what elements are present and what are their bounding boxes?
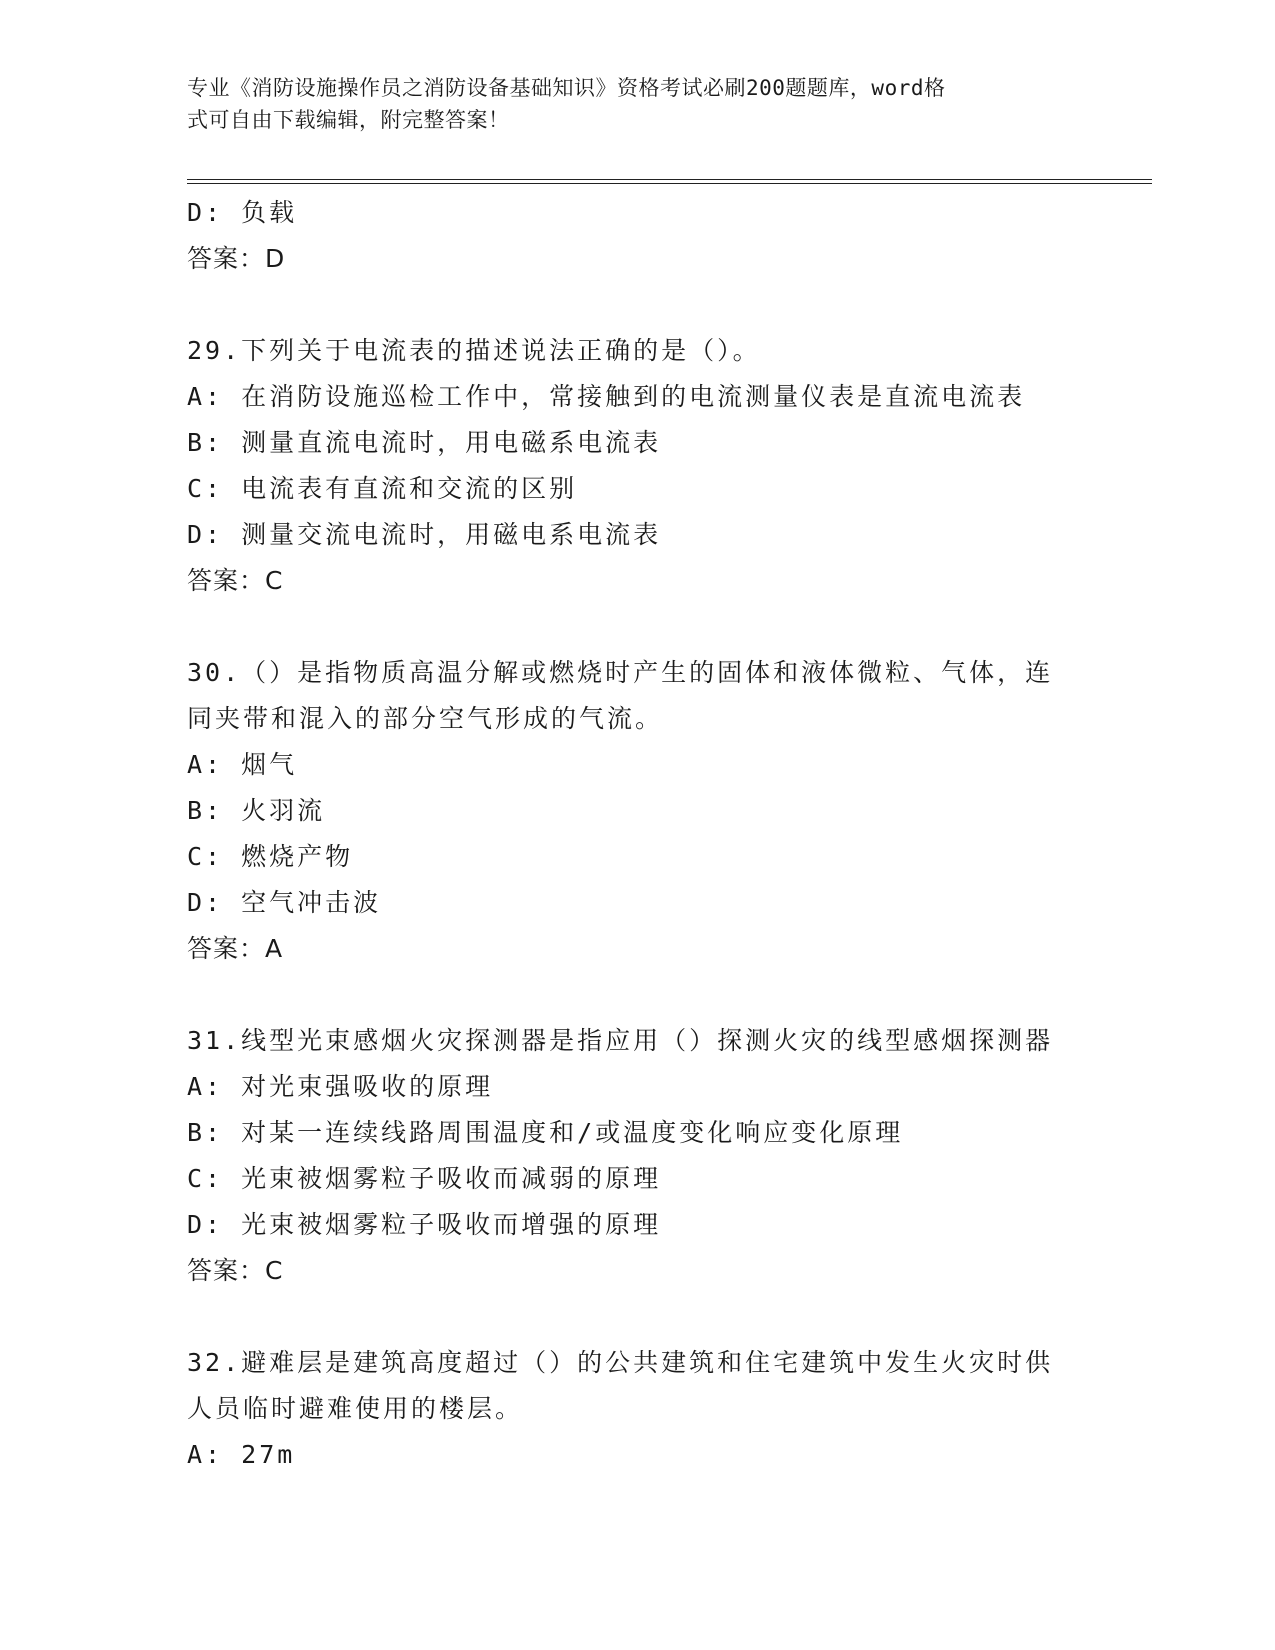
option-c: C: 电流表有直流和交流的区别	[187, 474, 578, 503]
question-stem-line-1: 30.（）是指物质高温分解或燃烧时产生的固体和液体微粒、气体，连	[187, 658, 1054, 687]
question-28-tail	[187, 190, 1087, 282]
question-31	[187, 1018, 1087, 1294]
option-b: B: 测量直流电流时，用电磁系电流表	[187, 428, 662, 457]
option-d: D: 负载	[187, 198, 298, 227]
option-d: D: 测量交流电流时，用磁电系电流表	[187, 520, 662, 549]
option-a: A: 对光束强吸收的原理	[187, 1072, 494, 1101]
answer-line: 答案：C	[187, 566, 284, 595]
question-list	[187, 190, 1087, 1478]
header-line-2: 式可自由下载编辑，附完整答案！	[187, 108, 510, 132]
question-stem-line-2: 同夹带和混入的部分空气形成的气流。	[187, 704, 664, 733]
option-d: D: 空气冲击波	[187, 888, 382, 917]
question-stem-line-1: 32.避难层是建筑高度超过（）的公共建筑和住宅建筑中发生火灾时供	[187, 1348, 1054, 1377]
question-30	[187, 650, 1087, 972]
question-32	[187, 1340, 1087, 1478]
question-29	[187, 328, 1087, 604]
option-b: B: 火羽流	[187, 796, 326, 825]
header-divider-top	[187, 179, 1152, 180]
question-stem: 31.线型光束感烟火灾探测器是指应用（）探测火灾的线型感烟探测器	[187, 1026, 1054, 1055]
option-a: A: 27m	[187, 1440, 296, 1469]
option-d: D: 光束被烟雾粒子吸收而增强的原理	[187, 1210, 662, 1239]
question-stem: 29.下列关于电流表的描述说法正确的是（）。	[187, 336, 761, 365]
header-divider-bottom	[187, 183, 1152, 184]
question-stem-line-2: 人员临时避难使用的楼层。	[187, 1394, 524, 1423]
option-c: C: 光束被烟雾粒子吸收而减弱的原理	[187, 1164, 662, 1193]
document-header	[187, 72, 1067, 136]
option-a: A: 烟气	[187, 750, 298, 779]
header-line-1: 专业《消防设施操作员之消防设备基础知识》资格考试必刷200题题库，word格	[187, 76, 946, 100]
answer-line: 答案：D	[187, 244, 286, 273]
option-a: A: 在消防设施巡检工作中，常接触到的电流测量仪表是直流电流表	[187, 382, 1026, 411]
option-c: C: 燃烧产物	[187, 842, 354, 871]
option-b: B: 对某一连续线路周围温度和/或温度变化响应变化原理	[187, 1118, 904, 1147]
answer-line: 答案：C	[187, 1256, 284, 1285]
answer-line: 答案：A	[187, 934, 284, 963]
